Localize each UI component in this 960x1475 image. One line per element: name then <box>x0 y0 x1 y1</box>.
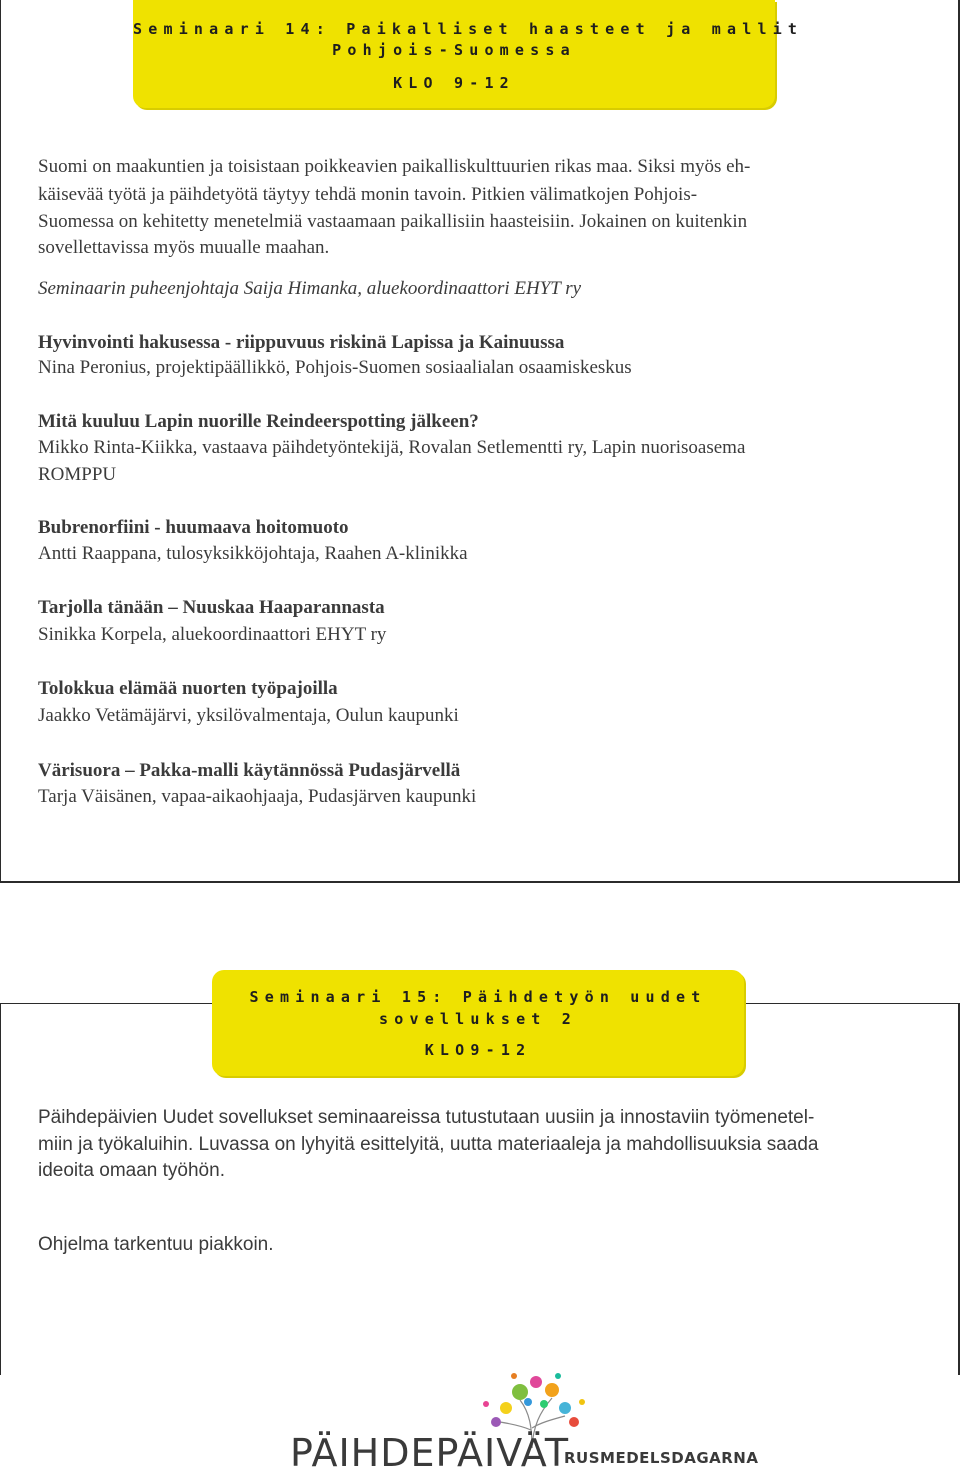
program-note: Ohjelma tarkentuu piakkoin. <box>38 1234 274 1255</box>
seminar-15-banner <box>212 970 744 1076</box>
intro-line: Suomessa on kehitetty menetelmiä vastaamaan paikallisiin haasteisiin. Jokainen on kuitenkin <box>38 211 748 232</box>
intro-line: Suomi on maakuntien ja toisistaan poikkeavien paikalliskulttuurien rikas maa. Siksi myös eh- <box>38 156 751 177</box>
seminar-14-subtitle: Pohjois-Suomessa <box>332 41 576 59</box>
intro-line: Päihdepäivien Uudet sovellukset seminaareissa tutustutaan uusiin ja innostaviin työmenetel- <box>38 1107 815 1128</box>
talk-speaker: Antti Raappana, tulosyksikköjohtaja, Raahen A-klinikka <box>38 543 468 564</box>
talk-title: Bubrenorfiini - huumaava hoitomuoto <box>38 517 349 538</box>
talk-speaker-continued: ROMPPU <box>38 464 117 485</box>
paihdepaivat-logo <box>290 1368 760 1475</box>
logo-subtitle: RUSMEDELSDAGARNA <box>564 1449 759 1467</box>
talk-speaker: Sinikka Korpela, aluekoordinaattori EHYT ry <box>38 624 387 645</box>
talk-title: Tarjolla tänään – Nuuskaa Haaparannasta <box>38 597 385 618</box>
seminar-15-subtitle: sovellukset 2 <box>379 1010 577 1028</box>
seminar-15-title: Seminaari 15: Päihdetyön uudet <box>249 988 707 1006</box>
talk-title: Hyvinvointi hakusessa - riippuvuus riskinä Lapissa ja Kainuussa <box>38 332 565 353</box>
intro-line: käisevää työtä ja päihdetyötä täytyy tehdä monin tavoin. Pitkien välimatkojen Pohjois- <box>38 184 698 205</box>
intro-line: sovellettavissa myös muualle maahan. <box>38 237 330 258</box>
logo-name: PÄIHDEPÄIVÄT <box>290 1431 570 1475</box>
intro-line: ideoita omaan työhön. <box>38 1160 225 1181</box>
talk-speaker: Mikko Rinta-Kiikka, vastaava päihdetyöntekijä, Rovalan Setlementti ry, Lapin nuorisoasema <box>38 437 746 458</box>
talk-speaker: Tarja Väisänen, vapaa-aikaohjaaja, Pudasjärven kaupunki <box>38 786 477 807</box>
intro-line: miin ja työkaluihin. Luvassa on lyhyitä esittelyitä, uutta materiaaleja ja mahdollisuuksia saada <box>38 1134 819 1155</box>
seminar-chair: Seminaarin puheenjohtaja Saija Himanka, aluekoordinaattori EHYT ry <box>38 278 582 299</box>
talk-speaker: Nina Peronius, projektipäällikkö, Pohjois-Suomen sosiaalialan osaamiskeskus <box>38 357 632 378</box>
talk-title: Tolokkua elämää nuorten työpajoilla <box>38 678 338 699</box>
talk-title: Mitä kuuluu Lapin nuorille Reindeerspotting jälkeen? <box>38 411 479 432</box>
talk-title: Värisuora – Pakka-malli käytännössä Pudasjärvellä <box>38 760 461 781</box>
seminar-14-time: KLO 9-12 <box>393 74 515 92</box>
seminar-14-title: Seminaari 14: Paikalliset haasteet ja mallit <box>133 20 804 38</box>
seminar-15-time: KLO9-12 <box>424 1041 532 1059</box>
talk-speaker: Jaakko Vetämäjärvi, yksilövalmentaja, Oulun kaupunki <box>38 705 459 726</box>
seminar-14-banner <box>133 0 804 108</box>
